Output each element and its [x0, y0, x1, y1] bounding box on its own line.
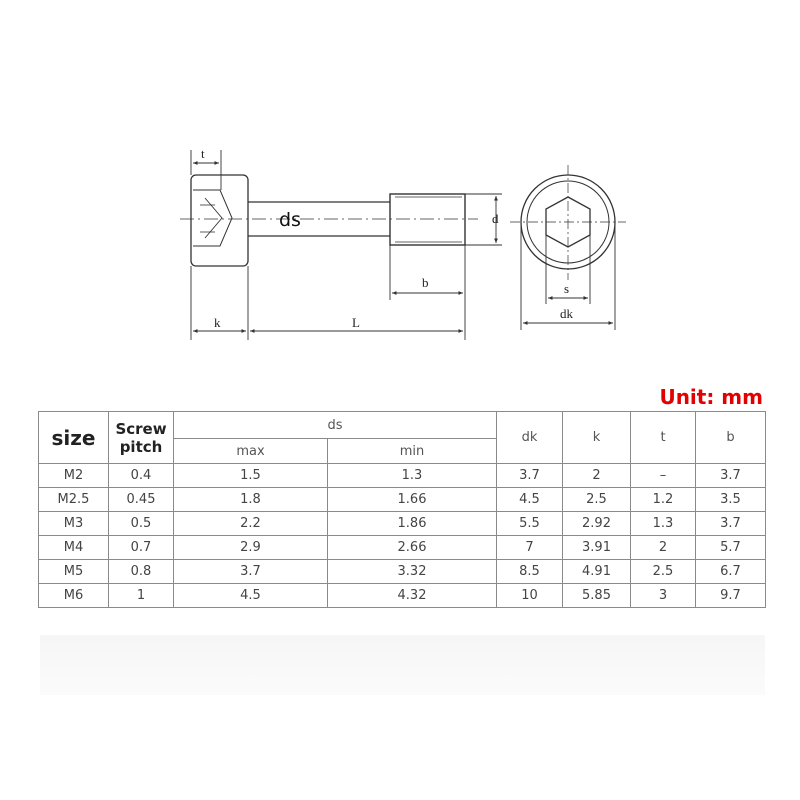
header-screw-pitch	[109, 412, 174, 464]
header-t: t	[631, 412, 696, 464]
table-row	[39, 536, 766, 560]
cell-ds-min: 1.66	[328, 488, 497, 512]
cell-pitch: 0.7	[109, 536, 174, 560]
label-dk: dk	[560, 306, 573, 321]
faded-background-band	[40, 635, 765, 695]
dimension-t	[191, 150, 221, 190]
cell-size: M2.5	[39, 488, 109, 512]
cell-b: 3.7	[696, 464, 766, 488]
label-d: d	[492, 211, 499, 226]
cell-dk: 3.7	[497, 464, 563, 488]
cell-b: 5.7	[696, 536, 766, 560]
cell-size: M4	[39, 536, 109, 560]
cell-t: 2	[631, 536, 696, 560]
label-k: k	[214, 315, 221, 330]
cell-dk: 4.5	[497, 488, 563, 512]
cell-size: M3	[39, 512, 109, 536]
socket-recess	[193, 190, 232, 246]
cell-dk: 7	[497, 536, 563, 560]
dimension-b	[390, 245, 465, 300]
table-row	[39, 464, 766, 488]
cell-k: 3.91	[563, 536, 631, 560]
header-ds: ds	[174, 412, 497, 439]
cell-ds-max: 1.5	[174, 464, 328, 488]
table-row	[39, 560, 766, 584]
cell-ds-min: 1.86	[328, 512, 497, 536]
cell-k: 2.92	[563, 512, 631, 536]
cell-size: M6	[39, 584, 109, 608]
cell-b: 3.5	[696, 488, 766, 512]
thread-section	[390, 194, 465, 245]
cell-pitch: 0.8	[109, 560, 174, 584]
header-ds-max: max	[174, 439, 328, 464]
cell-ds-max: 2.2	[174, 512, 328, 536]
cell-k: 5.85	[563, 584, 631, 608]
cell-k: 4.91	[563, 560, 631, 584]
cell-pitch: 0.4	[109, 464, 174, 488]
cell-pitch: 0.5	[109, 512, 174, 536]
cell-dk: 8.5	[497, 560, 563, 584]
label-s: s	[564, 281, 570, 296]
cell-ds-max: 1.8	[174, 488, 328, 512]
unit-label: Unit: mm	[659, 385, 763, 409]
cell-ds-max: 2.9	[174, 536, 328, 560]
header-dk: dk	[497, 412, 563, 464]
cell-size: M2	[39, 464, 109, 488]
cell-dk: 10	[497, 584, 563, 608]
header-pitch: pitch	[119, 437, 163, 456]
label-L: L	[352, 315, 360, 330]
cell-b: 9.7	[696, 584, 766, 608]
cell-t: 1.3	[631, 512, 696, 536]
cell-ds-min: 2.66	[328, 536, 497, 560]
header-screw: Screw	[115, 419, 167, 438]
cell-b: 3.7	[696, 512, 766, 536]
cell-t: –	[631, 464, 696, 488]
cell-dk: 5.5	[497, 512, 563, 536]
cell-size: M5	[39, 560, 109, 584]
screw-technical-drawing	[0, 0, 800, 360]
cell-pitch: 1	[109, 584, 174, 608]
table-header-row	[39, 412, 766, 439]
cell-k: 2	[563, 464, 631, 488]
cell-ds-min: 1.3	[328, 464, 497, 488]
cell-b: 6.7	[696, 560, 766, 584]
label-b: b	[422, 275, 429, 290]
header-b: b	[696, 412, 766, 464]
cell-pitch: 0.45	[109, 488, 174, 512]
cell-k: 2.5	[563, 488, 631, 512]
cell-t: 1.2	[631, 488, 696, 512]
cell-ds-min: 3.32	[328, 560, 497, 584]
cell-t: 2.5	[631, 560, 696, 584]
label-ds: ds	[279, 209, 301, 231]
cell-ds-max: 4.5	[174, 584, 328, 608]
screw-spec-table	[38, 411, 766, 608]
header-size: size	[39, 412, 109, 464]
front-view	[510, 165, 626, 280]
side-view	[180, 175, 478, 266]
cell-ds-min: 4.32	[328, 584, 497, 608]
table-row	[39, 512, 766, 536]
cell-ds-max: 3.7	[174, 560, 328, 584]
table-row	[39, 488, 766, 512]
header-ds-min: min	[328, 439, 497, 464]
label-t: t	[201, 146, 205, 161]
cell-t: 3	[631, 584, 696, 608]
header-k: k	[563, 412, 631, 464]
table-row	[39, 584, 766, 608]
